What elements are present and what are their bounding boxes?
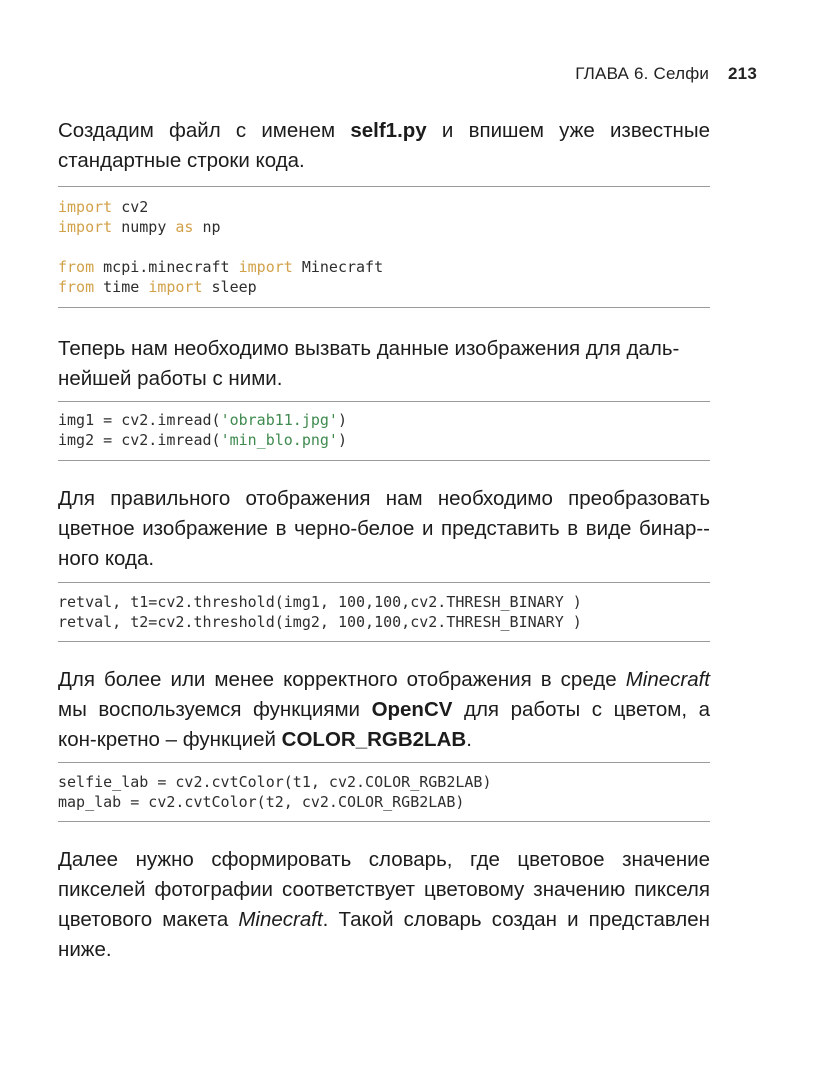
p3-text: Для правильного отображения нам необходимо преобразовать цветное изображение в черно-белое и представить в виде бинар-ного кода.: [58, 487, 710, 570]
code-block-threshold: [58, 582, 710, 642]
paragraph-binary: [58, 484, 710, 574]
code-line: from time import sleep: [58, 278, 257, 296]
code-line: import cv2: [58, 198, 149, 216]
code-line: retval, t1=cv2.threshold(img1, 100,100,cv2.THRESH_BINARY ): [58, 593, 582, 611]
code-line: img2 = cv2.imread('min_blo.png'): [58, 431, 347, 449]
code-block-imread: [58, 401, 710, 461]
minecraft-italic: Minecraft: [625, 668, 710, 691]
code-line: map_lab = cv2.cvtColor(t2, cv2.COLOR_RGB2LAB): [58, 793, 465, 811]
minecraft-italic: Minecraft: [238, 908, 323, 931]
code-line: selfie_lab = cv2.cvtColor(t1, cv2.COLOR_RGB2LAB): [58, 773, 492, 791]
p1-text2: и впишем уже известные стандартные строки кода.: [58, 119, 710, 172]
code-line: import numpy as np: [58, 218, 221, 236]
p4-t4: .: [466, 728, 472, 751]
filename-self1: self1.py: [350, 119, 427, 142]
paragraph-opencv: [58, 665, 710, 755]
p4-t1: Для более или менее корректного отображения в среде: [58, 668, 626, 691]
code-block-cvtcolor: [58, 762, 710, 822]
paragraph-dictionary: [58, 845, 710, 965]
page-number: 213: [728, 64, 757, 83]
code-line: from mcpi.minecraft import Minecraft: [58, 258, 384, 276]
code-line: retval, t2=cv2.threshold(img2, 100,100,cv2.THRESH_BINARY ): [58, 613, 582, 631]
p4-t2: мы воспользуемся функциями: [58, 698, 372, 721]
paragraph-load-images: [58, 334, 710, 394]
color-rgb2lab-bold: COLOR_RGB2LAB: [281, 728, 467, 751]
running-header: [575, 64, 757, 84]
code-block-imports: [58, 186, 710, 308]
code-line: img1 = cv2.imread('obrab11.jpg'): [58, 411, 347, 429]
paragraph-create-file: [58, 116, 710, 176]
p2-line1: Теперь нам необходимо вызвать данные изображения для даль-: [58, 337, 680, 360]
opencv-bold: OpenCV: [371, 698, 453, 721]
chapter-title: ГЛАВА 6. Селфи: [575, 64, 710, 83]
p5-t2: . Такой словарь создан и представлен ниже.: [58, 908, 710, 961]
p2-line2: нейшей работы с ними.: [58, 367, 283, 390]
p4-t3: для работы с цветом, а кон-кретно – функцией: [58, 698, 710, 751]
code-line-blank: [58, 237, 710, 257]
p1-text1: Создадим файл с именем: [58, 119, 351, 142]
p5-t1: Далее нужно сформировать словарь, где цветовое значение пикселей фотографии соответствует цветовому значению пикселя цветового макета: [58, 848, 710, 931]
